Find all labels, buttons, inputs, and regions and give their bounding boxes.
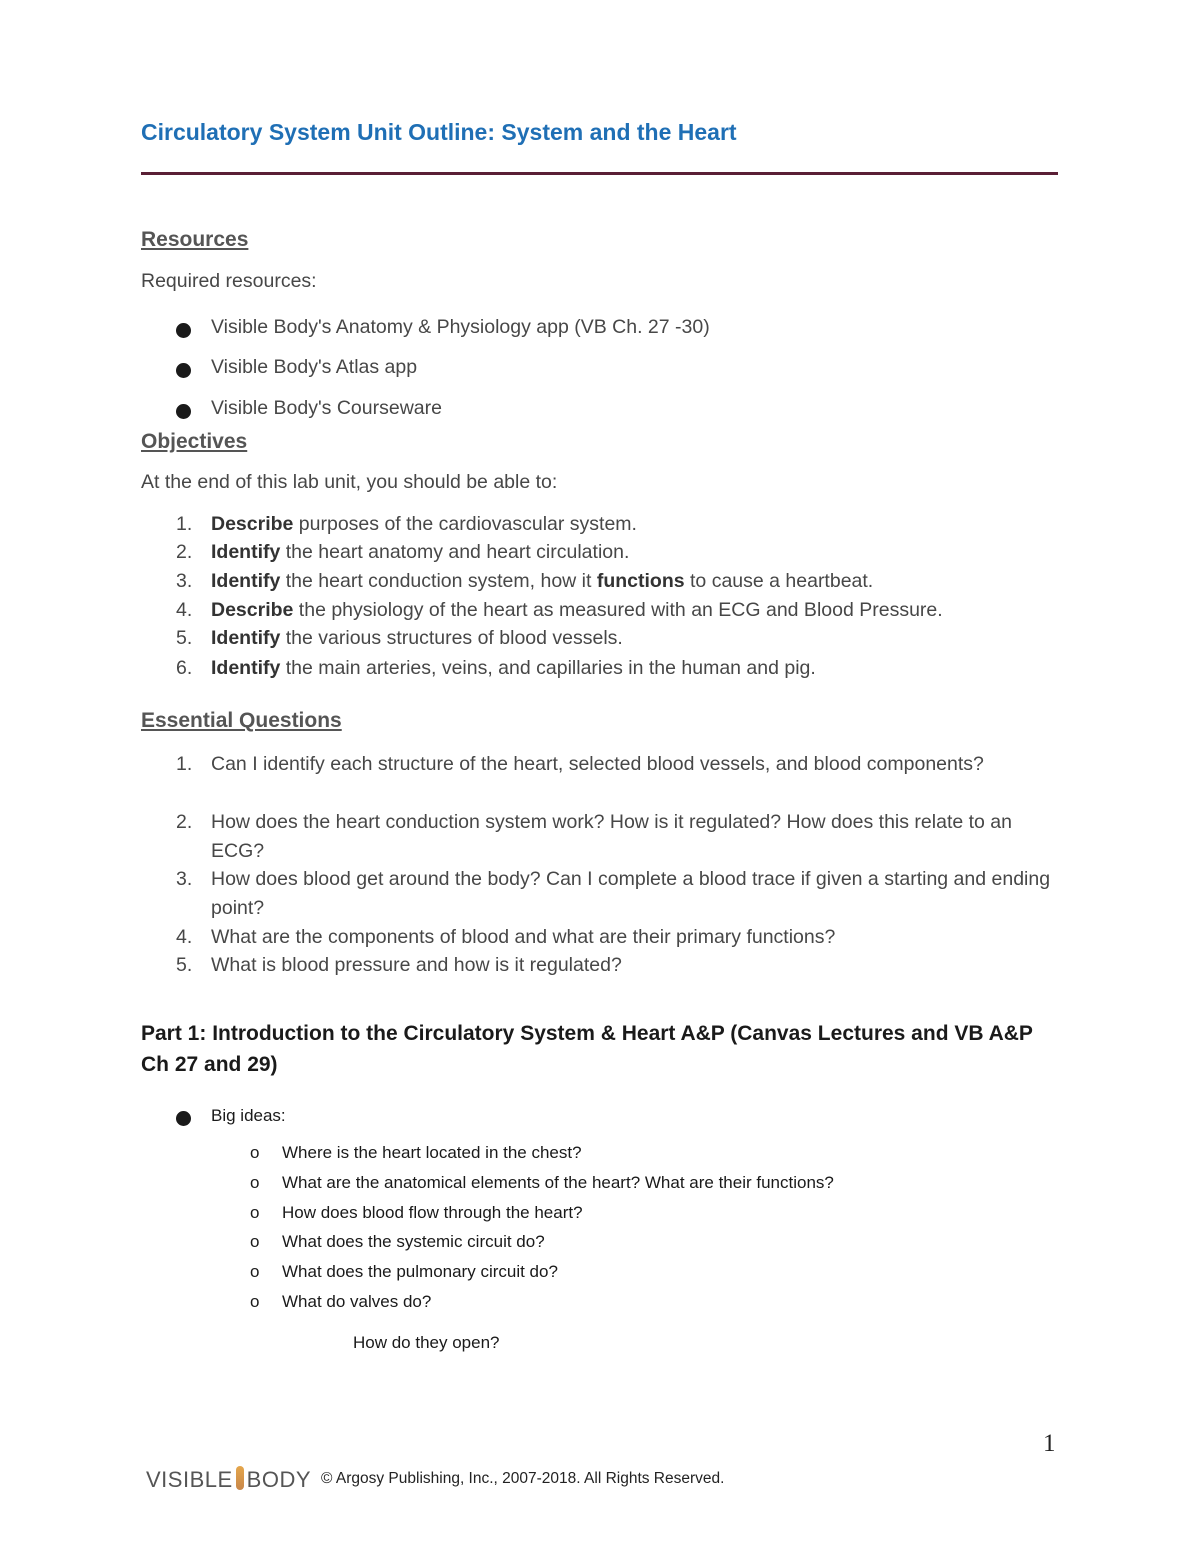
bullet-icon — [176, 323, 191, 338]
part1-heading: Part 1: Introduction to the Circulatory System & Heart A&P (Canvas Lectures and VB A&P Ch 27 and 29) — [141, 1022, 1033, 1076]
resources-intro: Required resources: — [141, 270, 317, 292]
spine-icon — [236, 1466, 244, 1490]
objectives-intro: At the end of this lab unit, you should be able to: — [141, 471, 558, 493]
circle-bullet-icon: o — [250, 1232, 260, 1251]
copyright-notice: © Argosy Publishing, Inc., 2007-2018. All Rights Reserved. — [321, 1470, 725, 1487]
circle-bullet-icon: o — [250, 1292, 260, 1311]
objectives-heading: Objectives — [141, 430, 248, 453]
resources-heading: Resources — [141, 228, 249, 251]
circle-bullet-icon: o — [250, 1262, 260, 1281]
circle-bullet-icon: o — [250, 1143, 260, 1162]
bullet-icon — [176, 1111, 191, 1126]
visible-body-logo: VISIBLE BODY — [146, 1467, 312, 1492]
title-divider — [141, 172, 1058, 175]
circle-bullet-icon: o — [250, 1173, 260, 1192]
document-title: Circulatory System Unit Outline: System and the Heart — [141, 119, 737, 145]
bullet-icon — [176, 363, 191, 378]
page-number: 1 — [1043, 1430, 1056, 1457]
bullet-icon — [176, 404, 191, 419]
circle-bullet-icon: o — [250, 1203, 260, 1222]
followup-question: How do they open? — [353, 1333, 500, 1352]
essential-questions-heading: Essential Questions — [141, 709, 342, 732]
